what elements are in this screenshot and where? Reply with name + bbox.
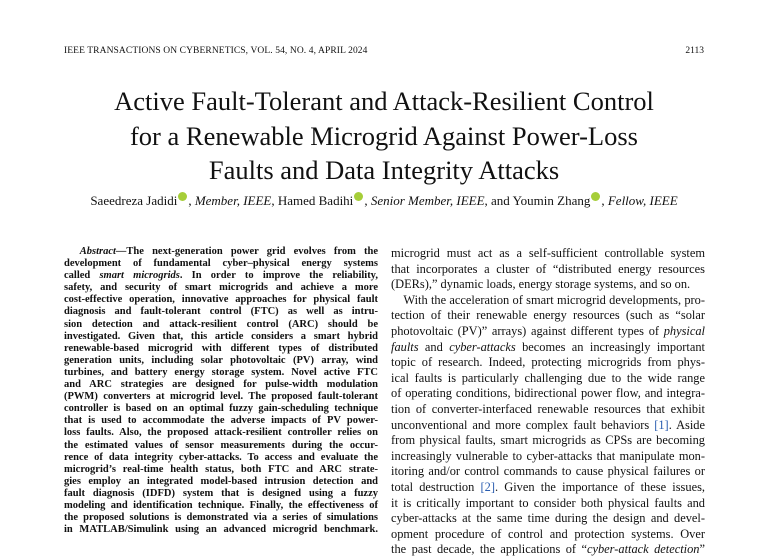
body-line: itoring and/or control commands to cause physical failures or [391,464,705,479]
body-line: topic of research. Indeed, protecting microgrids from phys- [391,355,705,370]
body-line: tection of their renewable energy resources (such as “solar [391,308,705,323]
abstract-line: investigated. Given that, this article considers a smart hybrid [64,330,378,342]
body-line: microgrid must act as a self-sufficient controllable system [391,246,705,260]
author-list [40,192,728,209]
abstract-line: Abstract—The next-generation power grid evolves from the [79,246,378,257]
abstract-line: microgrid’s real-time health status, both FTC and ARC strate- [64,463,378,475]
paper-title [40,84,728,188]
body-line: (DERs),” dynamic loads, energy storage systems, and so on. [391,277,691,292]
author-separator: , [364,193,371,208]
body-line: faults and cyber-attacks becomes an increasingly important [391,339,705,354]
author-name: Youmin Zhang [512,193,591,208]
title-line: for a Renewable Microgrid Against Power-Loss [129,120,638,151]
author-role: Fellow, IEEE [607,193,678,208]
abstract-line: loss faults. Also, the proposed attack-resilient controller relies on [64,427,378,439]
abstract-line: controller is based on an optimal fuzzy gain-scheduling technique [64,403,378,415]
abstract-line: rence of data integrity cyber-attacks. To access and evaluate the [64,451,378,463]
abstract-line: generation units, including solar photovoltaic (PV) array, wind [64,354,378,366]
author-separator: , [271,193,278,208]
body-line: that incorporates a cluster of “distributed energy resources [391,261,705,276]
author-name: Saeedreza Jadidi [90,193,178,208]
body-line: increasingly vulnerable to cyber-attacks that manipulate mon- [391,448,705,463]
abstract [64,246,378,536]
orcid-icon[interactable] [354,192,363,201]
abstract-line: renewable-based microgrid with different types of distributed [64,342,378,354]
abstract-lead: Abstract— [79,246,127,257]
abstract-line: and ARC strategies are designed for pulse-width modulation [64,379,378,391]
abstract-line: turbines, and battery energy storage system. Novel active FTC [64,366,378,378]
body-line: it is critically important to consider both physical faults and [391,495,705,510]
abstract-line: called smart microgrids. In order to improve the reliability, [64,270,378,282]
body-line: tion of converter-interfaced renewable resources that exhibit [391,401,705,416]
running-header [64,46,704,60]
abstract-line: safety, and security of smart microgrids and achieve a more [64,282,378,294]
abstract-line: gies employ an integrated model-based intrusion detection and [64,475,378,487]
author-name: Hamed Badihi [277,193,354,208]
body-line: the past decade, the applications of “cyber-attack detection” [391,542,705,557]
abstract-line: in MATLAB/Simulink using an advanced microgrid benchmark. [64,524,378,536]
body-line: cyber-attacks at the same time during the design and devel- [391,511,705,526]
body-line: opment procedure of control and protection systems. Over [391,526,705,541]
page-number: 2113 [685,46,704,56]
orcid-icon[interactable] [178,192,187,201]
orcid-icon[interactable] [591,192,600,201]
author-separator: , [188,193,195,208]
abstract-line: cost-effective operation, innovative approaches for physical fault [64,294,378,306]
citation-link[interactable]: [2] [480,479,495,494]
body-line: from physical faults, smart microgrids as CPSs are becoming [391,433,705,448]
abstract-line: (PWM) converters at microgrid level. The proposed fault-tolerant [64,391,378,403]
body-line: With the acceleration of smart microgrid developments, pro- [403,292,705,307]
abstract-line: diagnosis and fault-tolerant control (FTC) as well as intru- [64,306,378,318]
author-separator: , [601,193,608,208]
author-role: Senior Member, IEEE [370,193,485,208]
abstract-line: fault diagnosis (IDFD) system that is designed using a fuzzy [64,487,378,499]
body-line: ical faults is particularly challenging due to the wide range [391,370,705,385]
abstract-line: the proposed solutions is demonstrated via a series of simulations [64,512,378,524]
author-separator: , and [484,193,513,208]
abstract-line: the estimated values of sensor measurements during the occur- [64,439,378,451]
abstract-line: modeling and identification technique. Finally, the effectiveness of [64,499,378,511]
journal-citation: IEEE TRANSACTIONS ON CYBERNETICS, VOL. 54, NO. 4, APRIL 2024 [64,46,368,56]
body-line: total destruction [2]. Given the importance of these issues, [391,479,705,494]
citation-link[interactable]: [1] [654,417,669,432]
author-role: Member, IEEE [194,193,272,208]
abstract-line: sion detection and attack-resilient control (ARC) should be [64,318,378,330]
title-line: Active Fault-Tolerant and Attack-Resilient Control [114,86,654,116]
abstract-line: development of fundamental cyber–physical energy systems [64,258,378,270]
body-line: unconventional and more complex fault behaviors [1]. Aside [391,417,705,432]
abstract-line: that is used to accommodate the adverse impacts of PV power- [64,415,378,427]
body-line: photovoltaic (PV)” arrays) against different types of physical [391,323,705,338]
title-line: Faults and Data Integrity Attacks [208,155,560,185]
body-line: of operating conditions, bidirectional power flow, and integra- [391,386,705,401]
introduction-text [391,246,705,558]
